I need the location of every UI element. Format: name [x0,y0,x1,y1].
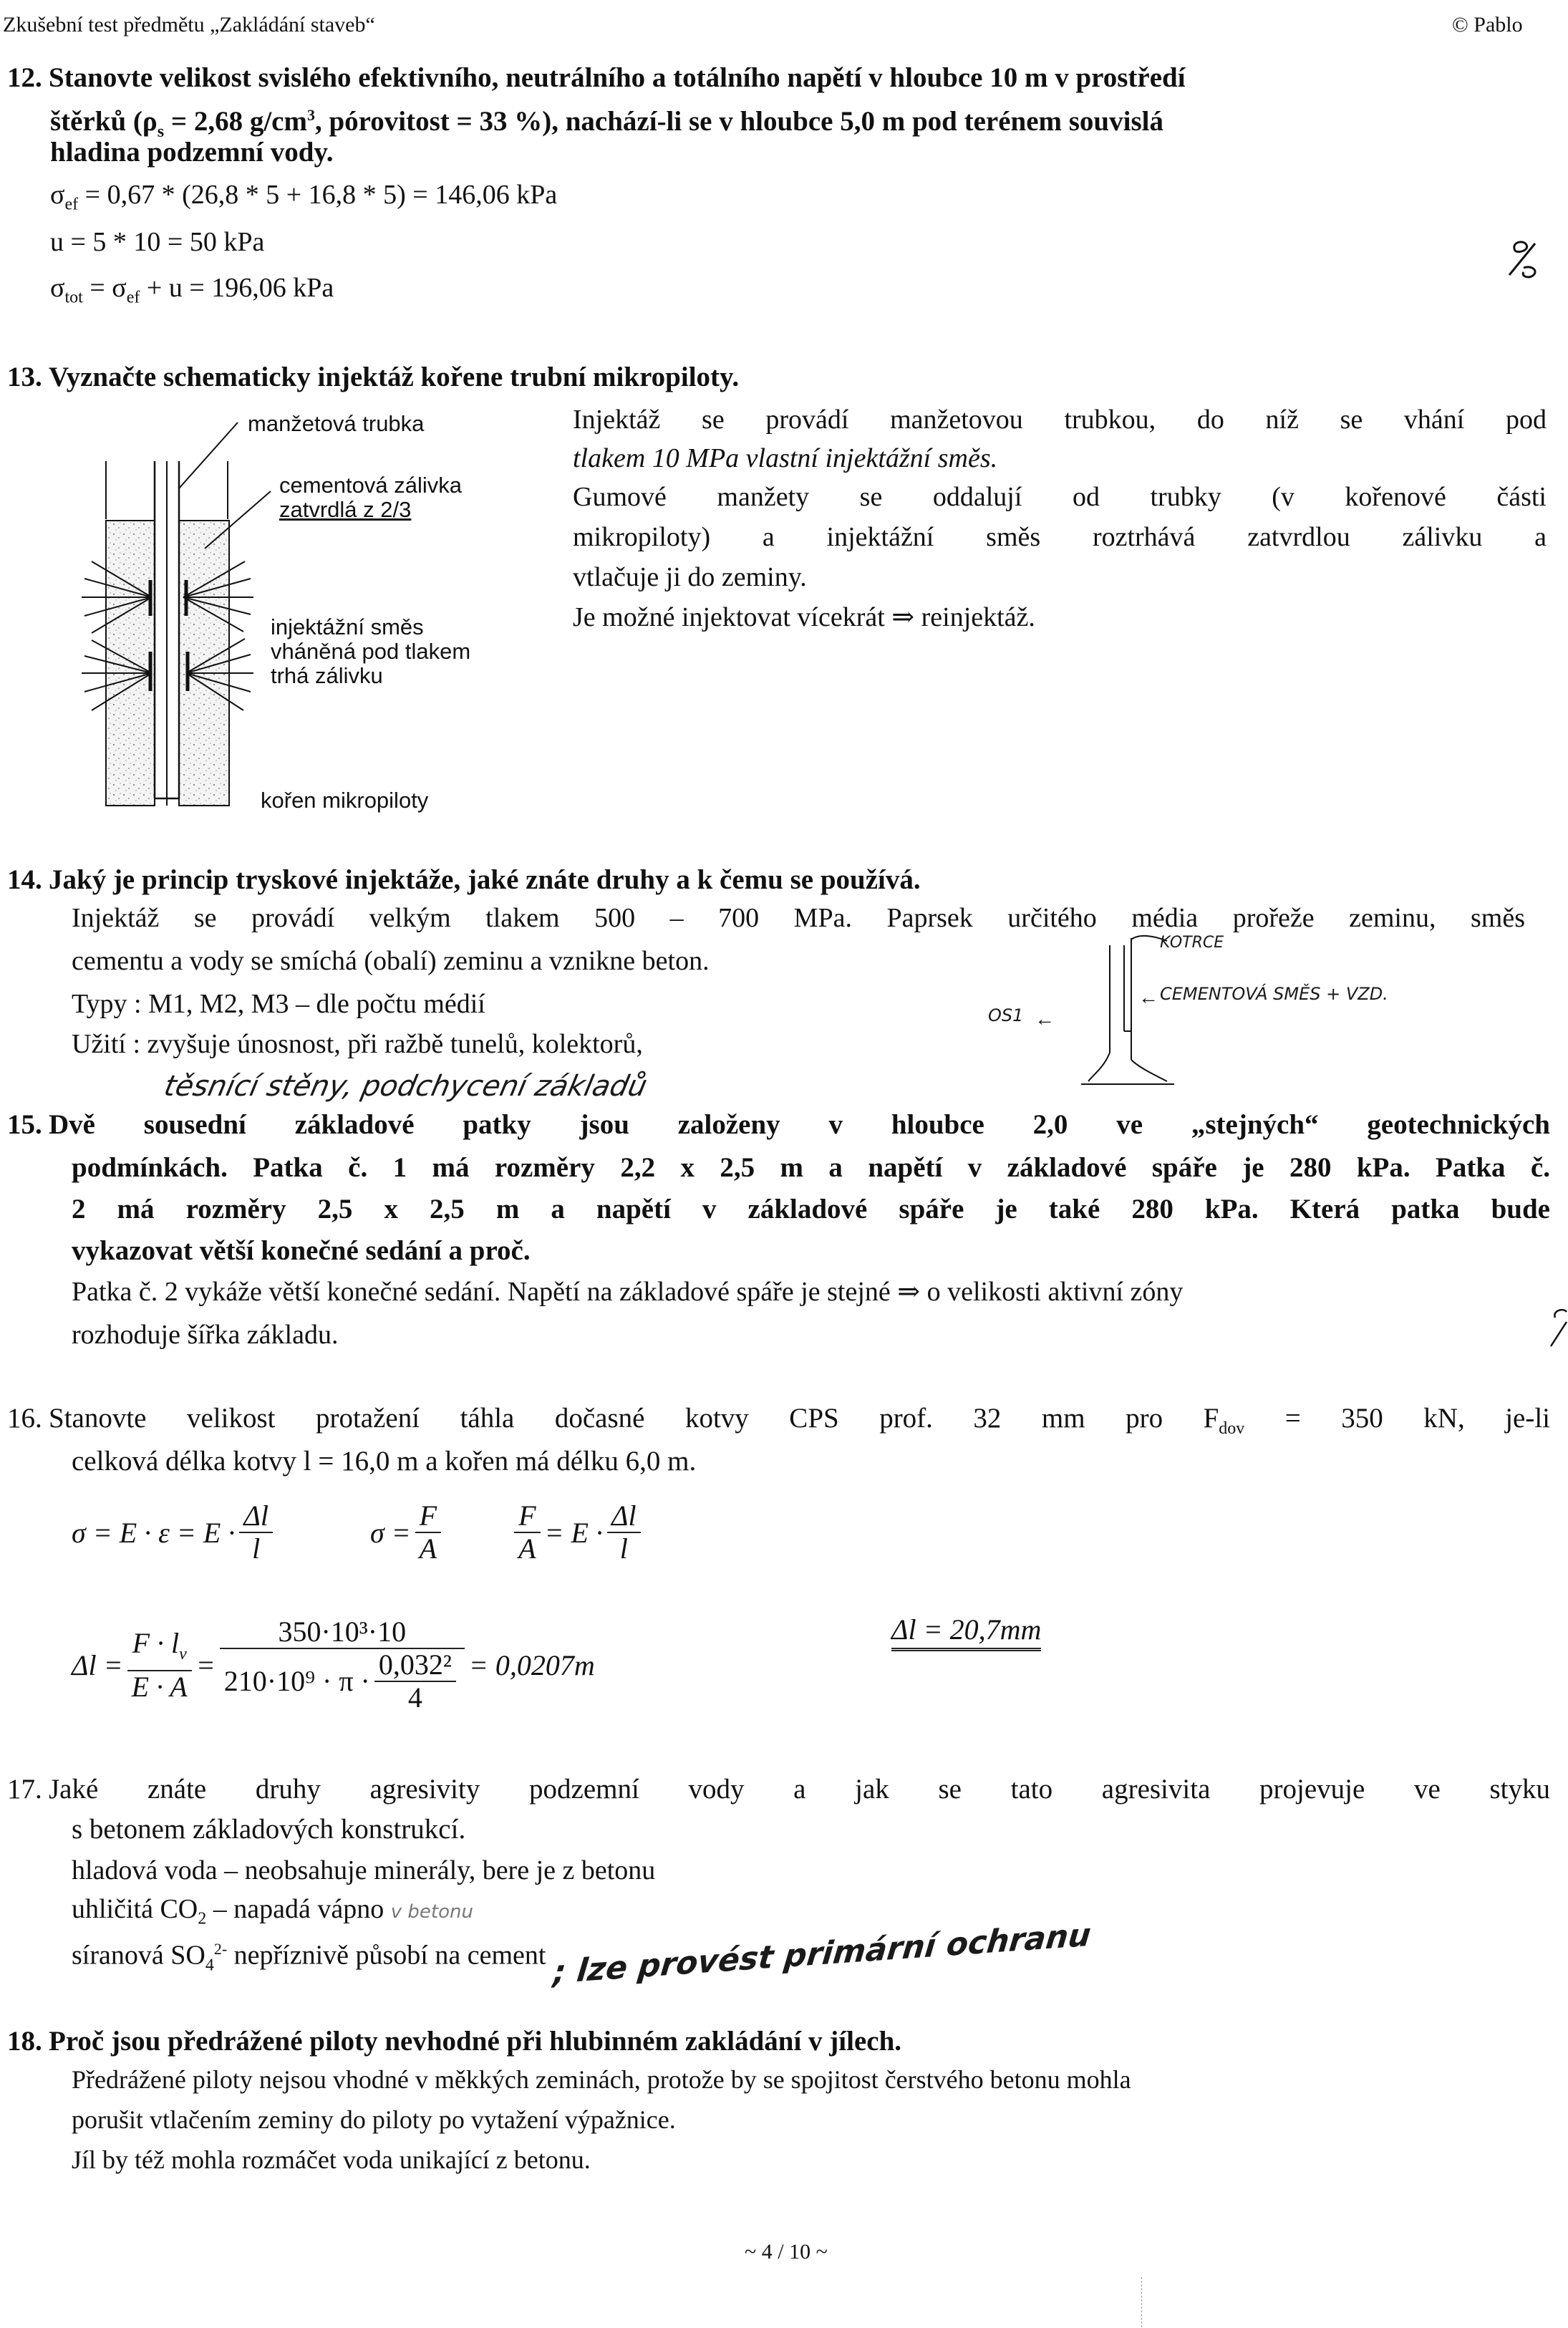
question-text: = 2,68 g/cm [164,106,307,137]
fraction [514,1500,540,1565]
fraction [607,1500,641,1565]
question-text: Dvě sousední základové patky jsou založeny v hloubce 2,0 ve „stejných“ geotechnických [49,1109,1550,1140]
subscript: 4 [205,1956,214,1975]
q17-answer-line-1: hladová voda – neobsahuje minerály, bere je z betonu [72,1855,656,1885]
subscript: 2 [198,1909,207,1928]
question-text: , pórovitost = 33 %), nachází-li se v hloubce 5,0 m pod terénem souvislá [314,106,1163,137]
answer-text: nepříznivě působí na cement [227,1940,546,1971]
fraction [415,1500,441,1565]
q18-answer-line-1: Předrážené piloty nejsou vhodné v měkkých zeminách, protože by se spojitost čerstvého betonu mohla [72,2065,1131,2094]
q15-answer-line-1: Patka č. 2 vykáže větší konečné sedání. Napětí na základové spáře je stejné ⇒ o velikosti aktivní zóny [72,1277,1184,1307]
symbol: u [50,227,64,257]
formula-row-2 [72,1593,595,1737]
subscript: ef [64,195,79,214]
question-text: Proč jsou předrážené piloty nevhodné při hlubinném zakládání v jílech. [49,2026,902,2057]
question-15-title-line-3: 2 má rozměry 2,5 x 2,5 m a napětí v základové spáře je také 280 kPa. Která patka bude [72,1194,1550,1225]
q18-answer-line-3: Jíl by též mohla rozmáčet voda unikající z betonu. [72,2145,591,2174]
grade-mark-icon [1489,229,1547,286]
fraction [220,1616,465,1714]
sketch-label-cement: CEMENTOVÁ SMĚS + VZD. [1160,984,1388,1004]
q13-answer-line-6: Je možné injektovat vícekrát ⇒ reinjektáž. [573,602,1035,632]
denominator: 4 [407,1681,422,1714]
question-number: 18. [7,2026,42,2057]
question-15-title-line-1 [7,1107,1550,1143]
handwritten-note: v betonu [390,1901,473,1923]
arrow-left-icon: ← [1138,987,1158,1009]
question-text: Stanovte velikost protažení táhla dočasné kotvy CPS prof. 32 mm pro F [49,1403,1219,1434]
label-injektazni-smes: injektážní směs [271,614,424,639]
numerator: Δl [243,1499,268,1532]
question-16-title-line-1 [7,1401,1550,1446]
q15-answer-line-2: rozhoduje šířka základu. [72,1320,339,1350]
question-12-title-line3: hladina podzemní vody. [50,137,334,168]
fraction [374,1649,456,1714]
question-text: = 350 kN, je-li [1244,1403,1550,1434]
numerator: F [419,1499,437,1532]
q13-answer-line-2: tlakem 10 MPa vlastní injektážní směs. [573,443,998,473]
answer-text: – napadá vápno [206,1894,384,1924]
expression: = 0,67 * (26,8 * 5 + 16,8 * 5) = 146,06 kPa [78,180,558,210]
question-number: 15. [7,1109,42,1140]
q14-answer-line-2: cementu a vody se smíchá (obalí) zeminu a vznikne beton. [72,946,710,976]
question-text: štěrků (ρ [50,106,158,137]
formula-row-1 [72,1482,645,1583]
q14-answer-line-3: Typy : M1, M2, M3 – dle počtu médií [72,989,485,1019]
question-number: 17. [7,1774,42,1805]
question-text: Stanovte velikost svislého efektivního, neutrálního a totálního napětí v hloubce 10 m v prostředí [49,62,1186,93]
numerator-text: F · l [132,1626,180,1659]
question-17-title-line-2: s betonem základových konstrukcí. [72,1814,466,1845]
final-result: Δl = 20,7mm [891,1613,1041,1651]
denominator-text: 210·10⁹ · π · [223,1665,370,1697]
question-text: Jaké znáte druhy agresivity podzemní vody a jak se tato agresivita projevuje ve styku [49,1774,1550,1805]
answer-u [50,223,264,261]
question-number: 16. [7,1403,42,1434]
fraction [239,1500,273,1565]
formula-text: σ = E · ε = E · [72,1516,236,1549]
arrow-left-icon: ← [1035,1008,1055,1030]
symbol: σ [50,273,65,303]
sketch-label-top: KOTRCE [1160,934,1224,952]
question-number: 12. [7,62,42,93]
expression: = σ [82,273,127,303]
formula-text: Δl = [72,1648,123,1681]
document-header-title: Zkušební test předmětu „Zakládání staveb“ [3,13,375,37]
denominator: l [252,1532,261,1565]
scan-artifact-line [1141,2277,1142,2327]
subscript: tot [64,288,83,307]
formula-result: = 0,0207m [468,1648,595,1681]
q17-answer-line-3 [72,1916,1093,1991]
question-18-title [7,2024,901,2059]
fraction [127,1628,192,1703]
question-14-title [7,862,921,898]
q13-answer-line-5: vtlačuje ji do zeminy. [573,562,807,592]
expression: = 5 * 10 = 50 kPa [64,227,265,257]
denominator: A [419,1532,437,1565]
numerator: 350·10³·10 [278,1615,407,1648]
subscript: dov [1219,1419,1245,1438]
numerator: Δl [611,1499,637,1532]
answer-sigma-ef [50,176,557,223]
q13-answer-line-3: Gumové manžety se oddalují od trubky (v kořenové části [573,482,1547,512]
grade-mark-icon [1547,1303,1568,1353]
formula-text: = E · [544,1516,603,1549]
question-number: 13. [7,362,42,392]
question-15-title-line-4: vykazovat větší konečné sedání a proč. [72,1235,531,1266]
answer-text: uhličitá CO [72,1894,198,1924]
question-12-title [7,60,1557,96]
label-manzetova-trubka: manžetová trubka [248,411,425,436]
symbol: σ [50,180,65,210]
question-16-title-line-2: celková délka kotvy l = 16,0 m a kořen má délku 6,0 m. [72,1446,697,1477]
numerator: 0,032² [378,1648,452,1681]
label-koren-mikropiloty: kořen mikropiloty [261,788,429,813]
q14-answer-line-1: Injektáž se provádí velkým tlakem 500 – 700 MPa. Paprsek určitého média prořeže zeminu, směs [72,903,1525,933]
subscript: ef [126,288,140,307]
q18-answer-line-2: porušit vtlačením zeminy do piloty po vytažení výpažnice. [72,2105,676,2134]
label-vhanena: vháněná pod tlakem [271,639,471,664]
copyright-label: © Pablo [1452,13,1523,37]
superscript: 3 [306,106,315,124]
denominator: A [518,1532,536,1565]
subscript: v [179,1644,187,1663]
question-17-title-line-1 [7,1772,1550,1807]
denominator [220,1649,465,1714]
expression: + u = 196,06 kPa [140,273,334,303]
numerator [128,1628,191,1670]
q14-handwritten-note: těsnící stěny, podchycení základů [161,1070,650,1103]
question-number: 14. [7,864,42,895]
question-text: Vyznačte schematicky injektáž kořene trubní mikropiloty. [49,362,740,392]
handwritten-note: ; lze provést primární ochranu [551,1916,1093,1991]
denominator: E · A [131,1670,188,1703]
label-zatvrdla: zatvrdlá z 2/3 [279,497,412,522]
denominator: l [619,1532,628,1565]
formula-text: = [195,1648,216,1681]
q14-answer-line-4: Užití : zvyšuje únosnost, při ražbě tunelů, kolektorů, [72,1029,643,1059]
label-trha-zalivku: trhá zálivku [271,663,383,688]
answer-sigma-tot [50,269,334,317]
numerator: F [518,1499,536,1532]
subscript: s [157,122,165,141]
jet-grouting-sketch [1060,931,1246,1096]
q13-answer-line-4: mikropiloty) a injektážní směs roztrhává zatvrdlou zálivku a [573,522,1547,552]
question-13-title [7,359,739,395]
label-cementova-zalivka: cementová zálivka [279,473,463,498]
sketch-label-os1: OS1 [988,1005,1024,1025]
page-number: ~ 4 / 10 ~ [745,2240,828,2264]
formula-text: σ = [369,1516,411,1549]
question-15-title-line-2: podmínkách. Patka č. 1 má rozměry 2,2 x 2,5 m a napětí v základové spáře je 280 kPa. Patka č. [72,1152,1550,1183]
q13-answer-line-1: Injektáž se provádí manžetovou trubkou, do níž se vhání pod [573,405,1547,435]
question-text: Jaký je princip tryskové injektáže, jaké znáte druhy a k čemu se používá. [49,864,921,895]
answer-text: síranová SO [72,1940,205,1971]
superscript: 2- [213,1940,228,1958]
